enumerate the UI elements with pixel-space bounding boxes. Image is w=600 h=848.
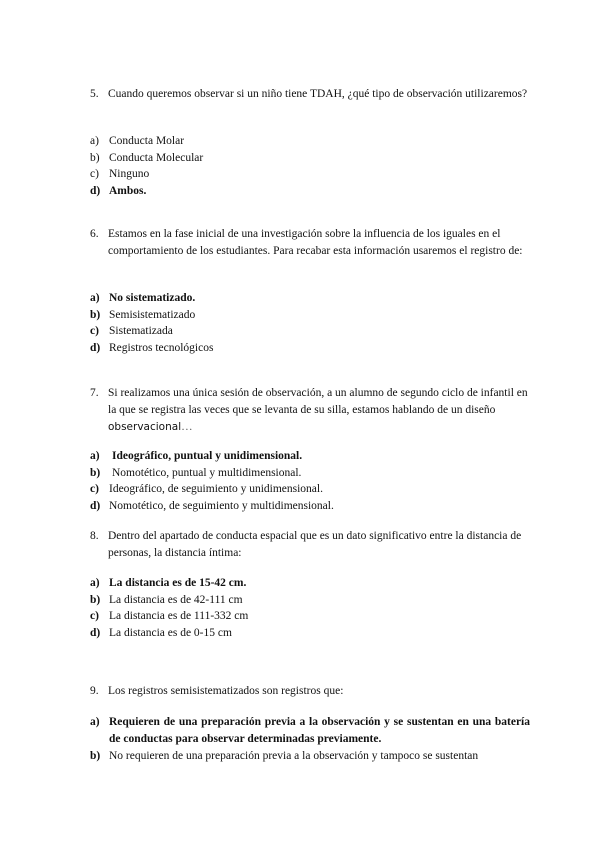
ellipsis: … <box>181 421 193 433</box>
question-9 <box>90 683 530 700</box>
option-a-correct: a) No sistematizado. <box>90 292 196 304</box>
option-b: b) Nomotético, puntual y multidimensional. <box>90 466 302 479</box>
option-d: d) La distancia es de 0-15 cm <box>90 626 232 639</box>
options-9 <box>90 714 530 765</box>
option-a-correct: a) La distancia es de 15-42 cm. <box>90 577 247 589</box>
question-6 <box>90 226 530 260</box>
option-d: d) Nomotético, de seguimiento y multidimensional. <box>90 499 334 512</box>
question-number: 8. <box>90 530 99 542</box>
option-d: d) Registros tecnológicos <box>90 341 214 354</box>
question-number: 5. <box>90 88 99 100</box>
question-text-tail: observacional <box>108 421 182 433</box>
option-a: a) Conducta Molar <box>90 135 185 147</box>
option-a-correct: a) Ideográfico, puntual y unidimensional. <box>90 450 303 462</box>
question-number: 6. <box>90 228 99 240</box>
option-c: c) Ninguno <box>90 168 150 180</box>
options-8 <box>90 575 530 641</box>
question-text: Cuando queremos observar si un niño tiene TDAH, ¿qué tipo de observación utilizaremos? <box>108 88 528 100</box>
question-7 <box>90 385 530 436</box>
question-text: Estamos en la fase inicial de una investigación sobre la influencia de los iguales en el comportamiento de los estudiantes. Para recabar esta información usaremos el registro de: <box>108 228 523 257</box>
question-text: Dentro del apartado de conducta espacial que es un dato significativo entre la distancia de personas, la distancia íntima: <box>108 530 522 559</box>
question-number: 9. <box>90 685 99 697</box>
question-8 <box>90 528 530 562</box>
option-d-correct: d) Ambos. <box>90 184 147 197</box>
option-b: b) Semisistematizado <box>90 308 196 321</box>
option-b: b) La distancia es de 42-111 cm <box>90 593 243 606</box>
option-c: c) Sistematizada <box>90 325 173 337</box>
question-text: Los registros semisistematizados son registros que: <box>108 685 344 697</box>
question-number: 7. <box>90 387 99 399</box>
question-text: Si realizamos una única sesión de observación, a un alumno de segundo ciclo de infantil en la que se registra las veces que se levanta de su silla, estamos hablando de un diseño observacional… <box>108 387 528 433</box>
options-7 <box>90 448 530 514</box>
option-c: c) Ideográfico, de seguimiento y unidimensional. <box>90 483 323 495</box>
options-6 <box>90 290 530 356</box>
option-b: b) No requieren de una preparación previa a la observación y tampoco se sustentan <box>90 750 479 762</box>
option-c: c) La distancia es de 111-332 cm <box>90 610 249 622</box>
option-b: b) Conducta Molecular <box>90 151 204 164</box>
option-a-correct: a) Requieren de una preparación previa a la observación y se sustentan en una batería de conductas para observar determinadas previamente. <box>90 716 530 745</box>
question-5 <box>90 86 530 103</box>
options-5 <box>90 133 530 199</box>
